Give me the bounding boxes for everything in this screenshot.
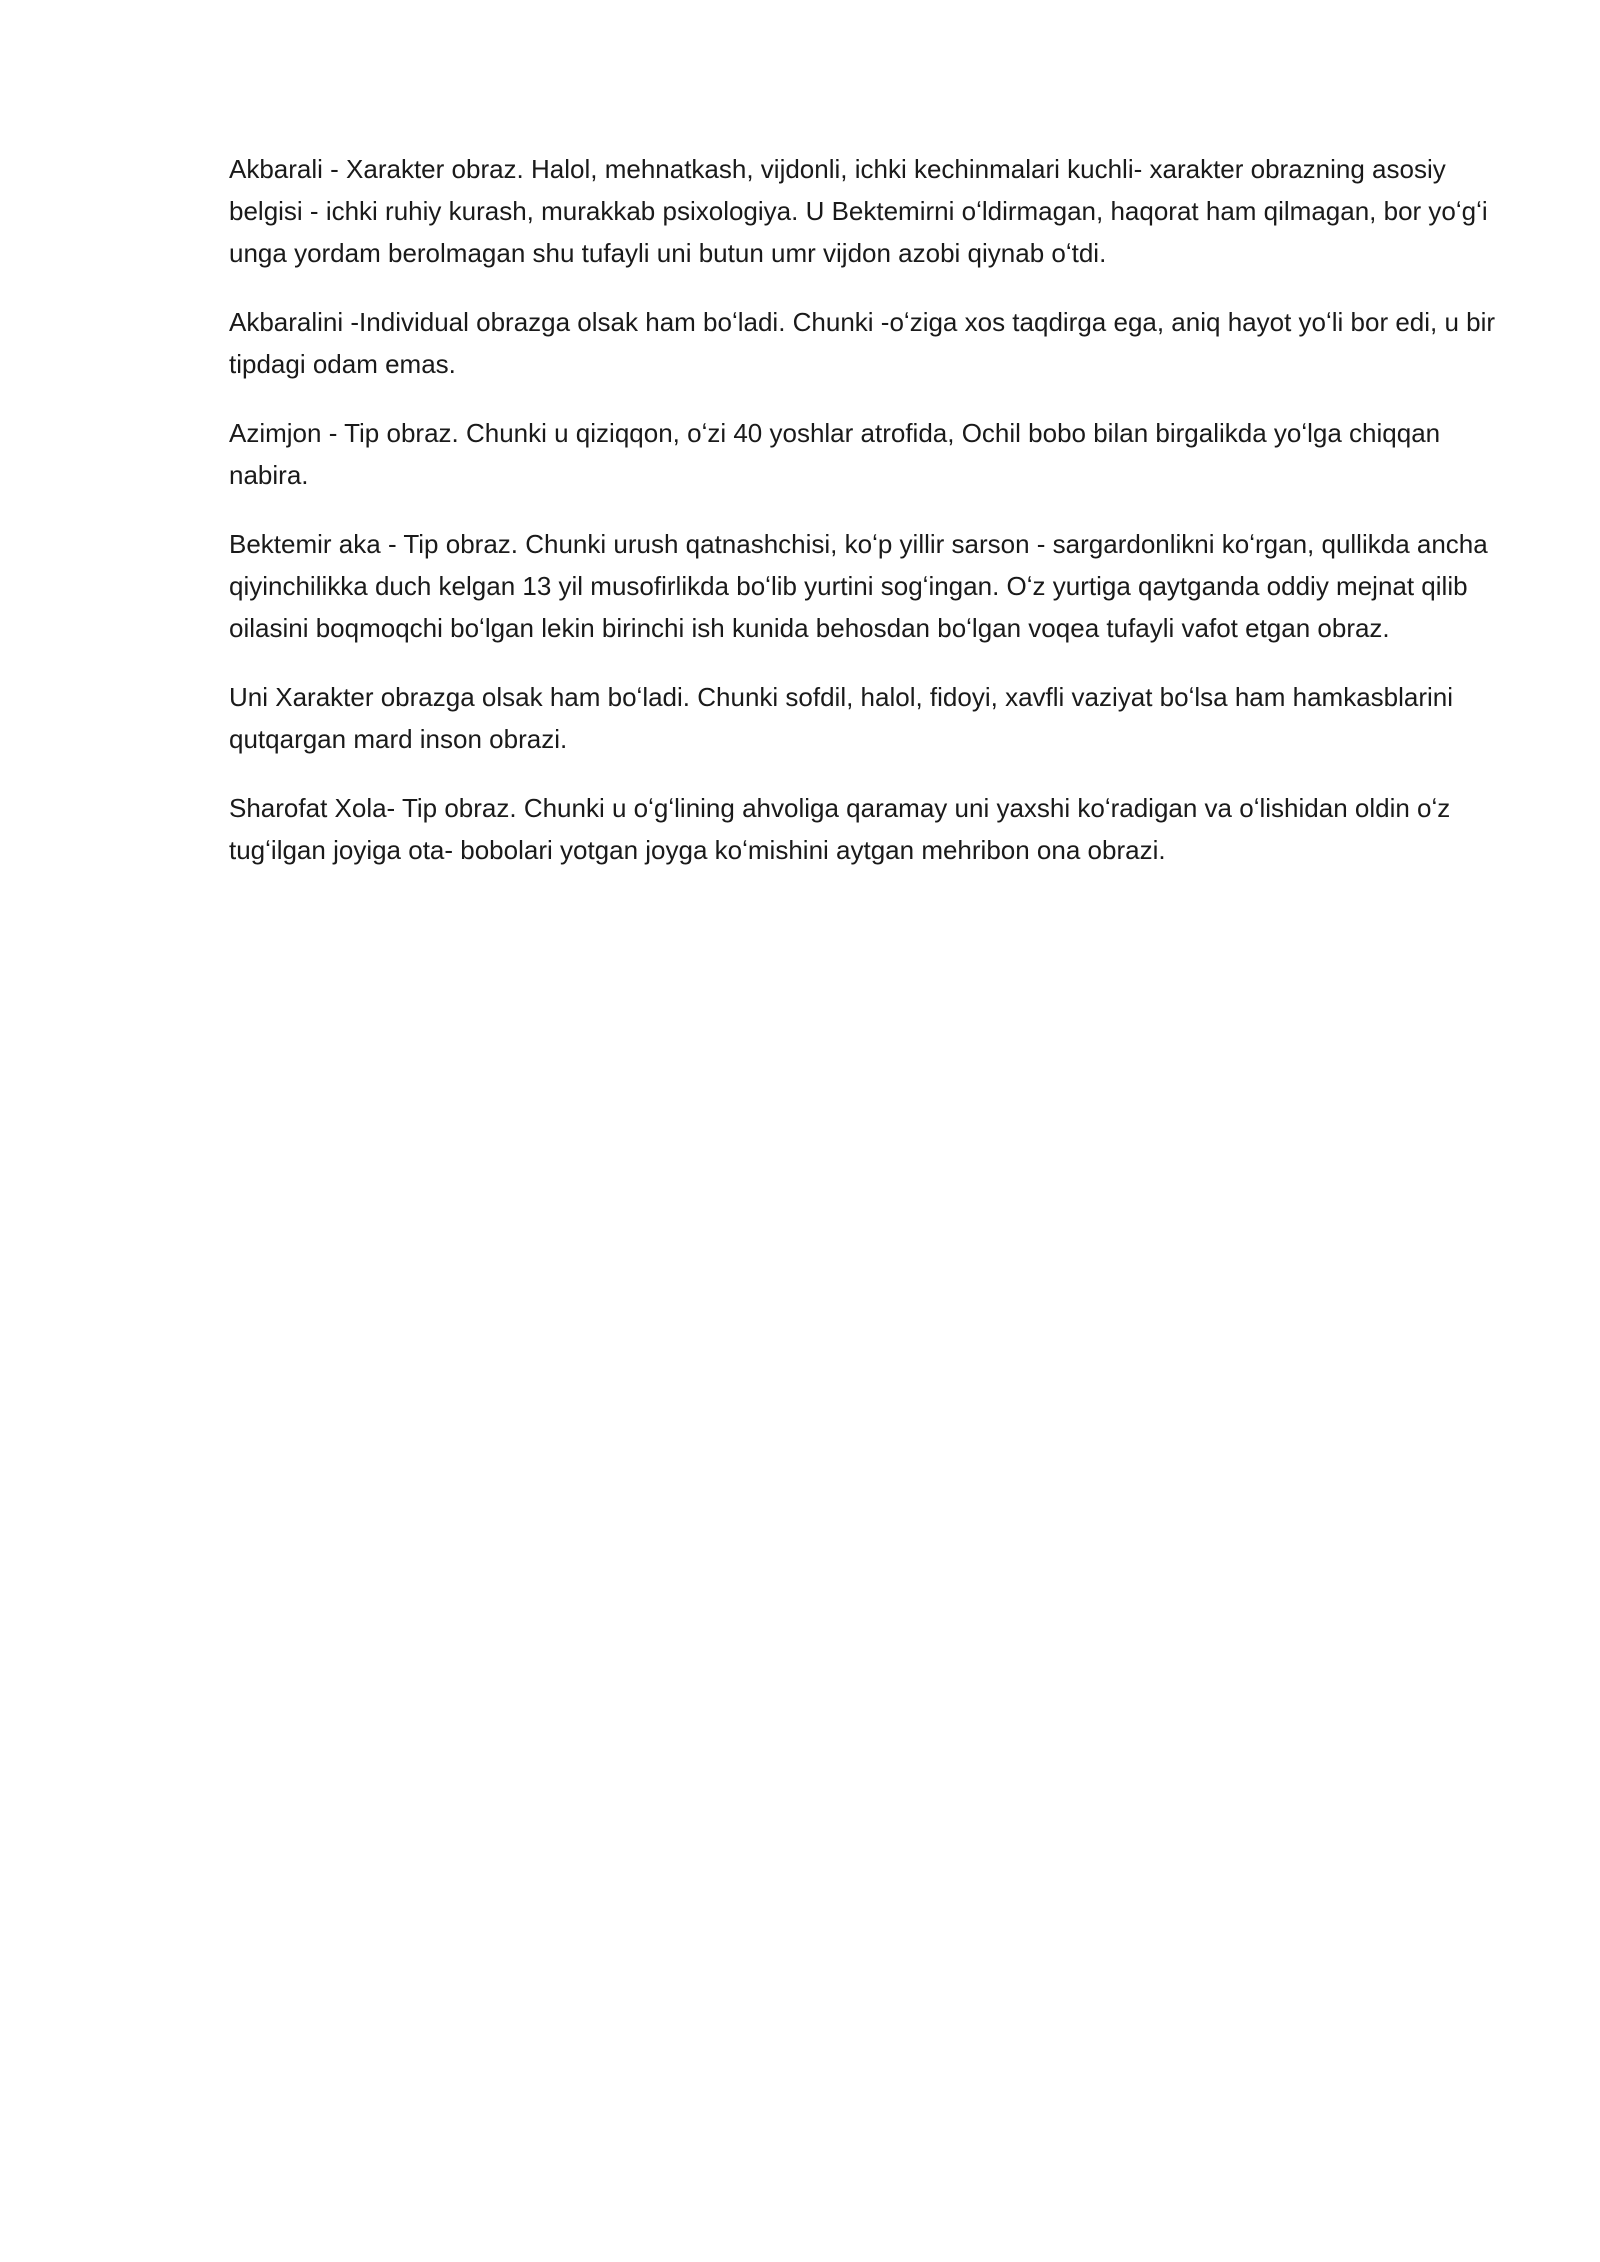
paragraph-azimjon: Azimjon - Tip obraz. Chunki u qiziqqon, oʻzi 40 yoshlar atrofida, Ochil bobo bilan birgalikda yoʻlga chiqqan nabira. <box>229 418 1441 490</box>
paragraph-akbaralini: Akbaralini -Individual obrazga olsak ham boʻladi. Chunki -oʻziga xos taqdirga ega, aniq hayot yoʻli bor edi, u bir tipdagi odam emas. <box>229 307 1496 379</box>
paragraph-sharofat: Sharofat Xola- Tip obraz. Chunki u oʻgʻlining ahvoliga qaramay uni yaxshi koʻradigan va oʻlishidan oldin oʻz tugʻilgan joyiga ota- bobolari yotgan joyga koʻmishini aytgan mehribon ona obrazi. <box>229 793 1451 865</box>
paragraph-uni-xarakter: Uni Xarakter obrazga olsak ham boʻladi. Chunki sofdil, halol, fidoyi, xavfli vaziyat boʻlsa ham hamkasblarini qutqargan mard inson obrazi. <box>229 682 1454 754</box>
paragraph-bektemir: Bektemir aka - Tip obraz. Chunki urush qatnashchisi, koʻp yillir sarson - sargardonlikni koʻrgan, qullikda ancha qiyinchilikka duch kelgan 13 yil musofirlikda boʻlib yurtini sogʻingan. Oʻz yurtiga qaytganda oddiy mejnat qilib oilasini boqmoqchi boʻlgan lekin birinchi ish kunida behosdan boʻlgan voqea tufayli vafot etgan obraz. <box>229 529 1488 643</box>
paragraph-akbarali: Akbarali - Xarakter obraz. Halol, mehnatkash, vijdonli, ichki kechinmalari kuchli- xarakter obrazning asosiy belgisi - ichki ruhiy kurash, murakkab psixologiya. U Bektemirni oʻldirmagan, haqorat ham qilmagan, bor yoʻgʻi unga yordam berolmagan shu tufayli uni butun umr vijdon azobi qiynab oʻtdi. <box>229 154 1488 268</box>
document-body <box>229 148 1497 898</box>
